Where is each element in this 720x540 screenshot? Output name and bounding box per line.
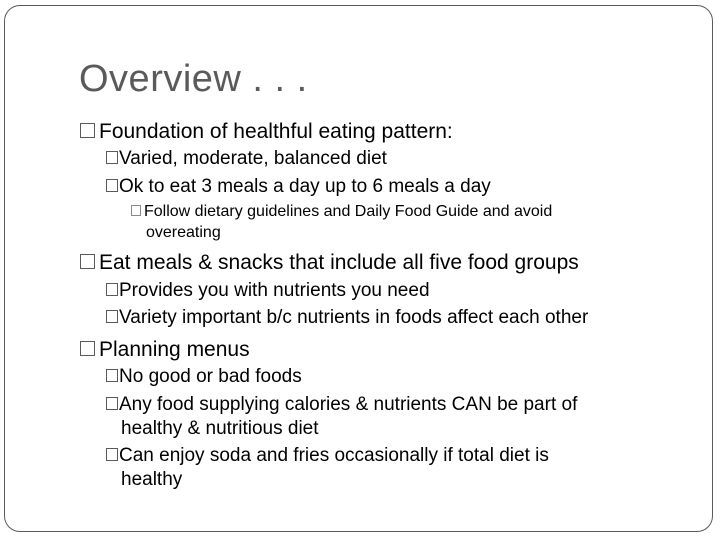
checkbox-bullet-icon [80, 123, 95, 138]
bullet-text: Variety important b/c nutrients in foods affect each other [119, 307, 589, 328]
checkbox-bullet-icon [106, 283, 118, 296]
bullet-text: Eat meals & snacks that include all five food groups [99, 251, 579, 274]
bullet-eat-meals [80, 252, 579, 273]
bullet-any-food [106, 395, 577, 414]
checkbox-bullet-icon [106, 397, 118, 410]
bullet-text: Foundation of healthful eating pattern: [99, 120, 453, 143]
slide-title: Overview . . . [79, 58, 308, 100]
bullet-text: Provides you with nutrients you need [119, 280, 430, 301]
checkbox-bullet-icon [106, 310, 118, 323]
bullet-text: Any food supplying calories & nutrients CAN be part of [119, 394, 578, 415]
bullet-dietary-guidelines [131, 204, 552, 220]
checkbox-bullet-icon [131, 205, 141, 216]
bullet-continuation: healthy & nutritious diet [121, 418, 319, 439]
bullet-varied-diet [106, 149, 387, 168]
bullet-planning-menus [80, 339, 250, 360]
checkbox-bullet-icon [106, 179, 118, 192]
bullet-text: Can enjoy soda and fries occasionally if total diet is [119, 445, 549, 466]
bullet-provides-nutrients [106, 281, 430, 300]
checkbox-bullet-icon [80, 254, 95, 269]
bullet-no-good-bad [106, 367, 302, 386]
bullet-foundation [80, 121, 453, 142]
bullet-meals-per-day [106, 177, 491, 196]
bullet-text: Varied, moderate, balanced diet [119, 148, 387, 169]
bullet-text: No good or bad foods [119, 366, 302, 387]
bullet-text: Follow dietary guidelines and Daily Food Guide and avoid [144, 203, 553, 220]
bullet-text: Ok to eat 3 meals a day up to 6 meals a day [119, 176, 491, 197]
bullet-soda-fries [106, 446, 549, 465]
bullet-continuation: healthy [121, 469, 183, 490]
checkbox-bullet-icon [106, 369, 118, 382]
bullet-variety-important [106, 308, 588, 327]
bullet-text: Planning menus [99, 338, 250, 361]
checkbox-bullet-icon [106, 448, 118, 461]
bullet-continuation: overeating [146, 224, 221, 241]
checkbox-bullet-icon [106, 151, 118, 164]
checkbox-bullet-icon [80, 341, 95, 356]
